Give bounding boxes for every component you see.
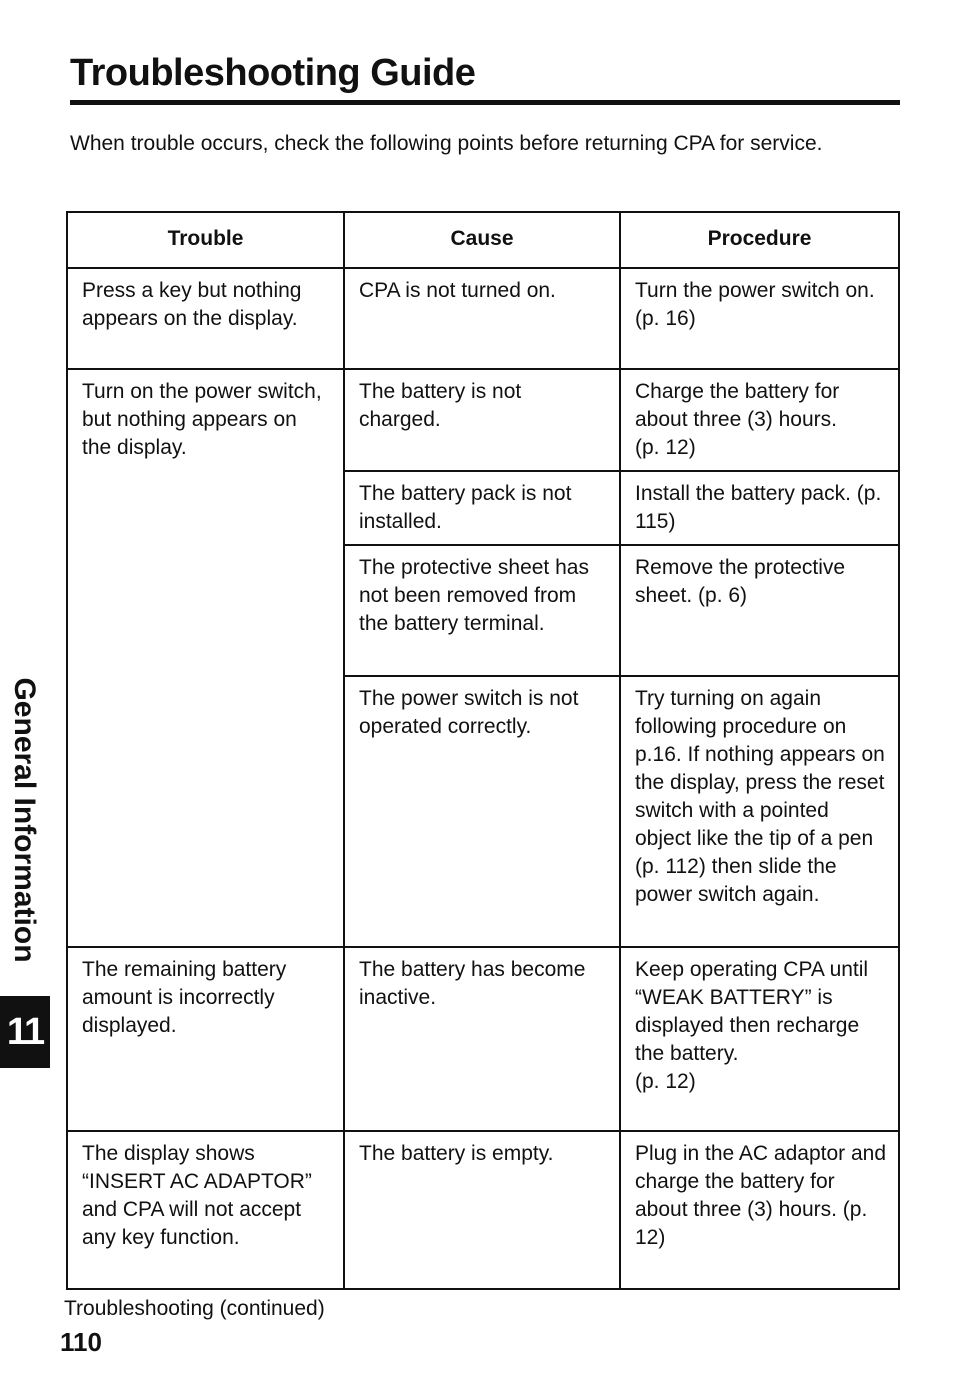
- section-side-label: General Information: [8, 677, 41, 963]
- troubleshooting-table: [66, 211, 900, 1290]
- header-procedure: Procedure: [620, 212, 899, 268]
- trouble-cell: Turn on the power switch, but nothing appears on the display.: [67, 369, 344, 947]
- table-row: [67, 1131, 899, 1289]
- cause-cell: The battery pack is not installed.: [344, 471, 620, 545]
- trouble-cell: Press a key but nothing appears on the display.: [67, 268, 344, 369]
- trouble-cell: The display shows “INSERT AC ADAPTOR” and CPA will not accept any key function.: [67, 1131, 344, 1289]
- title-underline: [70, 100, 900, 105]
- procedure-cell: Charge the battery for about three (3) hours. (p. 12): [620, 369, 899, 471]
- cause-cell: The battery is empty.: [344, 1131, 620, 1289]
- page-title: Troubleshooting Guide: [70, 52, 476, 94]
- cause-cell: CPA is not turned on.: [344, 268, 620, 369]
- continued-note: Troubleshooting (continued): [64, 1297, 325, 1320]
- header-cause: Cause: [344, 212, 620, 268]
- cause-cell: The power switch is not operated correctly.: [344, 676, 620, 947]
- cause-cell: The battery has become inactive.: [344, 947, 620, 1131]
- table-header-row: [67, 212, 899, 268]
- procedure-cell: Turn the power switch on. (p. 16): [620, 268, 899, 369]
- table-row: [67, 947, 899, 1131]
- procedure-cell: Install the battery pack. (p. 115): [620, 471, 899, 545]
- page-number: 110: [60, 1327, 102, 1357]
- intro-paragraph: When trouble occurs, check the following points before returning CPA for service.: [70, 132, 823, 155]
- trouble-cell: The remaining battery amount is incorrectly displayed.: [67, 947, 344, 1131]
- procedure-cell: Plug in the AC adaptor and charge the battery for about three (3) hours. (p. 12): [620, 1131, 899, 1289]
- table-row: [67, 268, 899, 369]
- chapter-tab: 11: [0, 996, 50, 1068]
- cause-cell: The protective sheet has not been removed from the battery terminal.: [344, 545, 620, 676]
- table-row: [67, 369, 899, 471]
- procedure-cell: Keep operating CPA until “WEAK BATTERY” is displayed then recharge the battery. (p. 12): [620, 947, 899, 1131]
- header-trouble: Trouble: [67, 212, 344, 268]
- procedure-cell: Remove the protective sheet. (p. 6): [620, 545, 899, 676]
- procedure-cell: Try turning on again following procedure on p.16. If nothing appears on the display, press the reset switch with a pointed object like the tip of a pen (p. 112) then slide the power switch again.: [620, 676, 899, 947]
- cause-cell: The battery is not charged.: [344, 369, 620, 471]
